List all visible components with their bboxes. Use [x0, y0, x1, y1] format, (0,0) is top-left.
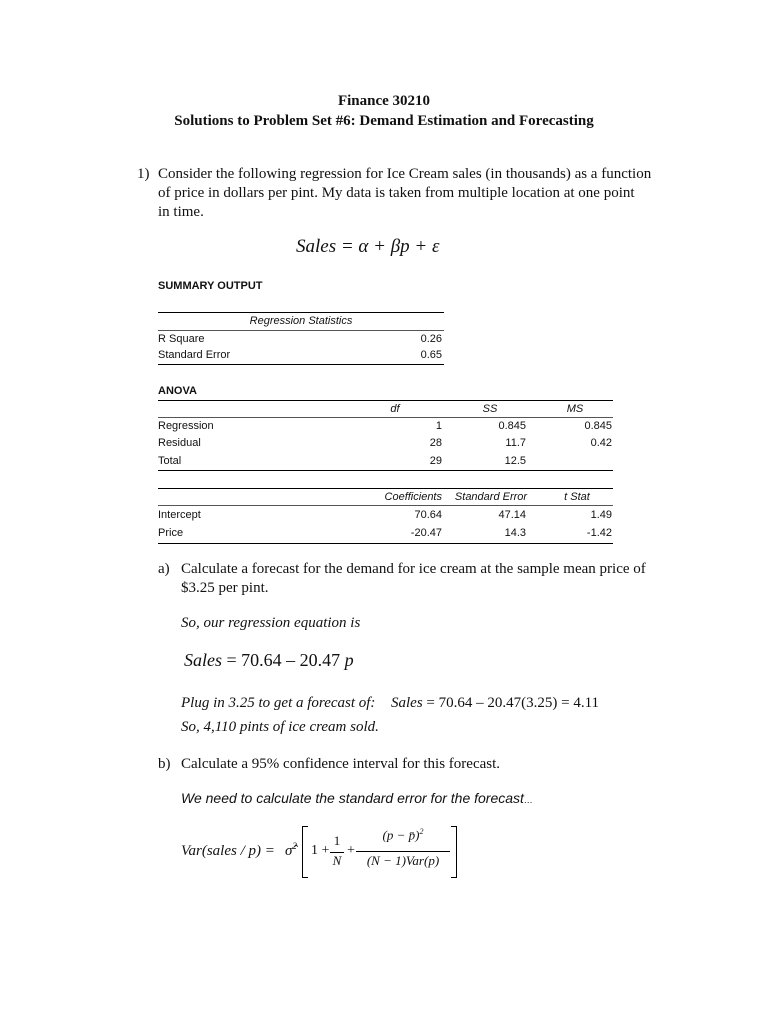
anova-ss: 12.5	[504, 455, 526, 467]
summary-output-title: SUMMARY OUTPUT	[158, 280, 263, 292]
forecast-equation-rhs: = 70.64 – 20.47(3.25) = 4.11	[426, 695, 600, 711]
one-plus: 1 +	[311, 843, 330, 858]
anova-title: ANOVA	[158, 385, 197, 397]
frac2-numerator: (p − p̄)$^2$	[382, 827, 424, 843]
regstats-header: Regression Statistics	[249, 315, 353, 327]
table-rule	[158, 470, 613, 471]
forecast-equation-lhs: Sales	[391, 695, 423, 711]
model-equation: Sales = α + βp + ε	[296, 236, 440, 257]
fraction-bar	[356, 851, 450, 852]
plus-sign: +	[347, 843, 355, 858]
anova-row-label: Residual	[158, 437, 201, 449]
table-rule	[158, 400, 613, 401]
sigma-hat: σ̂$^2$	[285, 841, 297, 859]
regstats-label: R Square	[158, 333, 205, 345]
anova-df: 28	[429, 437, 442, 449]
part-b-ellipsis: …	[523, 795, 533, 805]
coef-stderr: 47.14	[498, 509, 526, 521]
anova-header-ms: MS	[566, 403, 584, 415]
table-rule	[158, 543, 613, 544]
part-a-label: a)	[158, 561, 170, 577]
document-subtitle: Solutions to Problem Set #6: Demand Estimation and Forecasting	[174, 113, 594, 129]
frac1-denominator: N	[332, 853, 342, 868]
right-bracket	[451, 826, 457, 878]
anova-df: 29	[429, 455, 442, 467]
coef-header-stderr: Standard Error	[454, 491, 528, 503]
coef-value: 70.64	[414, 509, 442, 521]
part-b-label: b)	[158, 756, 171, 772]
anova-ss: 11.7	[505, 437, 526, 449]
left-bracket	[302, 826, 308, 878]
anova-row-label: Regression	[158, 420, 214, 432]
regstats-label: Standard Error	[158, 349, 231, 361]
question-text-line: of price in dollars per pint. My data is taken from multiple location at one point	[158, 185, 635, 201]
anova-header-ss: SS	[482, 403, 498, 415]
table-rule	[158, 364, 444, 365]
coef-value: -20.47	[410, 527, 442, 539]
anova-ms: 0.42	[590, 437, 612, 449]
part-b-question: Calculate a 95% confidence interval for this forecast.	[181, 756, 501, 772]
part-a-note: So, our regression equation is	[181, 615, 361, 631]
forecast-equation	[391, 694, 599, 713]
frac2-numerator-text: (p − p̄)	[382, 827, 420, 843]
table-rule	[158, 417, 613, 418]
question-number: 1)	[137, 166, 150, 182]
question-text-line: in time.	[158, 204, 204, 220]
document-title: Finance 30210	[337, 93, 431, 109]
table-rule	[158, 312, 444, 313]
coef-row-label: Intercept	[158, 509, 201, 521]
regstats-value: 0.65	[420, 349, 442, 361]
part-b-note-text: We need to calculate the standard error for the forecast	[181, 790, 524, 806]
table-rule	[158, 330, 444, 331]
anova-row-label: Total	[158, 455, 182, 467]
question-text	[158, 165, 678, 222]
anova-ss: 0.845	[498, 420, 526, 432]
variance-lhs: Var(sales / p) =	[181, 843, 275, 859]
anova-df: 1	[435, 420, 442, 432]
coef-header-coefficients: Coefficients	[384, 491, 442, 503]
part-a-line: $3.25 per pint.	[181, 580, 269, 596]
part-a-line: Calculate a forecast for the demand for ice cream at the sample mean price of	[181, 561, 646, 577]
coef-tstat: 1.49	[590, 509, 612, 521]
forecast-conclusion: So, 4,110 pints of ice cream sold.	[181, 719, 379, 735]
anova-ms: 0.845	[584, 420, 612, 432]
plug-in-text: Plug in 3.25 to get a forecast of:	[181, 695, 376, 711]
part-b-note	[181, 790, 533, 806]
coef-row-label: Price	[158, 527, 184, 539]
table-rule	[158, 505, 613, 506]
sigma-hat-symbol: σ̂	[285, 843, 293, 859]
coef-stderr: 14.3	[504, 527, 526, 539]
table-rule	[158, 488, 613, 489]
coef-tstat: -1.42	[586, 527, 612, 539]
regstats-value: 0.26	[420, 333, 442, 345]
anova-header-df: df	[390, 403, 400, 415]
frac2-denominator: (N − 1)Var(p)	[366, 853, 440, 868]
coef-header-tstat: t Stat	[564, 491, 590, 503]
regression-equation: Sales = 70.64 – 20.47 p	[184, 650, 354, 670]
frac1-numerator: 1	[333, 833, 341, 848]
part-a-question	[181, 560, 681, 598]
question-text-line: Consider the following regression for Ice Cream sales (in thousands) as a function	[158, 166, 652, 182]
